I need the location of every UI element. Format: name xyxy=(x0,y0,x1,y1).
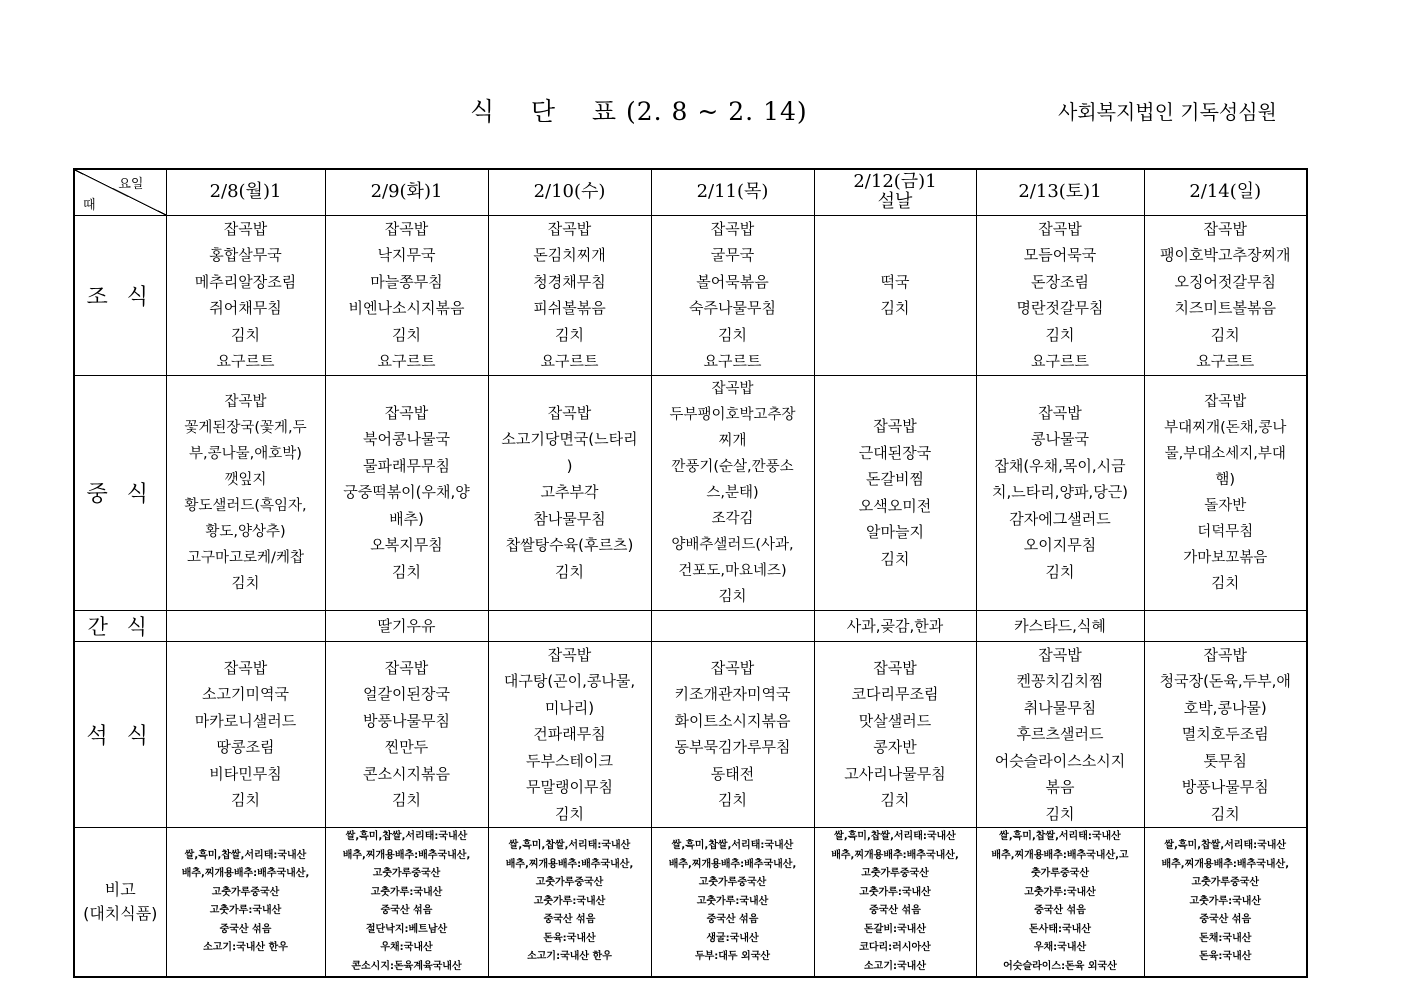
origin-note-line: 돈육:국내산 xyxy=(1199,951,1252,963)
menu-item: 햄) xyxy=(1215,471,1236,488)
menu-item: 요구르트 xyxy=(1031,352,1089,370)
menu-item: 부,콩나물,애호박) xyxy=(189,445,302,462)
breakfast-cell xyxy=(1144,215,1307,375)
menu-item: 잡곡밥 xyxy=(710,658,755,677)
snack-item: 카스타드,식혜 xyxy=(1014,617,1106,635)
menu-item: 비타민무침 xyxy=(209,764,282,783)
menu-item: 김치 xyxy=(1210,325,1240,344)
notes-label xyxy=(74,828,166,978)
menu-item: 오징어젓갈무침 xyxy=(1174,272,1276,291)
menu-item: 두부스테이크 xyxy=(526,751,613,770)
menu-item: 김치 xyxy=(392,562,421,581)
origin-note-line: 고춧가루:국내산 xyxy=(696,895,769,907)
origin-note-line: 콘소시지:돈육계육국내산 xyxy=(351,960,462,972)
menu-item: 참나물무침 xyxy=(533,509,606,528)
menu-item: 팽이호박고추장찌개 xyxy=(1160,246,1291,264)
menu-item: 김치 xyxy=(880,549,910,568)
menu-item: 더덕무침 xyxy=(1197,523,1254,540)
breakfast-cell xyxy=(814,215,976,375)
menu-item: 숙주나물무침 xyxy=(689,299,776,317)
origin-note-line: 배추,찌개용배추:배추국내산, xyxy=(668,858,797,870)
menu-item: 김치 xyxy=(555,562,584,581)
menu-item: 김치 xyxy=(1045,325,1075,344)
origin-note-line: 배추,찌개용배추:배추국내산, xyxy=(342,849,471,861)
origin-note-line: 어슷슬라이스:돈육 외국산 xyxy=(1003,960,1117,972)
menu-item: 두부팽이호박고추장 xyxy=(669,406,796,423)
lunch-label: 중 식 xyxy=(74,375,166,610)
breakfast-label: 조 식 xyxy=(74,215,166,375)
origin-note-line: 중국산 섞음 xyxy=(869,905,921,916)
origin-note-line: 쌀,흑미,찹쌀,서리태:국내산 xyxy=(184,849,307,861)
menu-item: 낙지무국 xyxy=(377,246,436,264)
snack-cell xyxy=(976,610,1144,641)
menu-item: 오색오미전 xyxy=(858,496,932,515)
origin-note-line: 배추,찌개용배추:배추국내산, xyxy=(181,868,310,879)
origin-note-line: 고춧가루:국내산 xyxy=(533,895,606,907)
lunch-cell xyxy=(1144,375,1307,610)
origin-note-line: 우채:국내산 xyxy=(380,942,433,953)
date-header-row xyxy=(74,169,1307,215)
menu-item: 톳무침 xyxy=(1203,751,1247,770)
snack-item: 딸기우유 xyxy=(377,617,436,635)
menu-item: 김치 xyxy=(1210,804,1240,823)
menu-item: 요구르트 xyxy=(1196,352,1255,370)
snack-item: 사과,곶감,한과 xyxy=(846,617,944,635)
menu-item: 근대된장국 xyxy=(858,443,932,462)
menu-item: 꽃게된장국(꽃게,두 xyxy=(184,419,307,436)
menu-item: 요구르트 xyxy=(216,352,275,370)
menu-item: 치,느타리,양파,당근) xyxy=(991,483,1129,502)
menu-item: ) xyxy=(566,456,573,475)
date-line: 설날 xyxy=(877,191,913,213)
notes-cell xyxy=(488,828,651,978)
origin-note-line: 춧가루중국산 xyxy=(1031,868,1089,879)
menu-item: 잡곡밥 xyxy=(384,403,429,422)
notes-cell xyxy=(166,828,325,978)
menu-item: 코다리무조림 xyxy=(851,685,939,704)
menu-item: 궁중떡볶이(우채,양 xyxy=(343,483,470,502)
menu-item: 김치 xyxy=(231,575,260,592)
menu-item: 김치 xyxy=(880,299,910,317)
menu-item: 콘소시지볶음 xyxy=(363,764,450,783)
page-title: 식 단 표 (2. 8 ~ 2. 14) xyxy=(470,97,808,126)
menu-item: 소고기당면국(느타리 xyxy=(501,430,638,449)
origin-note-line: 소고기:국내산 한우 xyxy=(203,942,288,953)
date-cell xyxy=(814,169,976,215)
menu-item: 비엔나소시지볶음 xyxy=(348,299,465,317)
menu-item: 잡곡밥 xyxy=(873,417,917,435)
header xyxy=(0,92,1403,126)
snack-cell xyxy=(488,610,651,641)
menu-item: 요구르트 xyxy=(703,352,762,370)
menu-item: 미나리) xyxy=(544,698,595,717)
snack-cell xyxy=(651,610,814,641)
date-cell xyxy=(166,169,325,215)
notes-cell xyxy=(976,828,1144,978)
menu-item: 잡곡밥 xyxy=(223,219,268,238)
origin-note-line: 생굴:국내산 xyxy=(706,932,759,944)
menu-item: 김치 xyxy=(231,791,260,810)
origin-note-line: 중국산 섞음 xyxy=(706,914,759,926)
menu-item: 마카로니샐러드 xyxy=(194,711,297,730)
origin-note-line: 고춧가루:국내산 xyxy=(859,886,931,898)
origin-note-line: 쌀,흑미,찹쌀,서리태:국내산 xyxy=(508,840,631,852)
menu-item: 호박,콩나물) xyxy=(1183,698,1267,717)
menu-item: 대구탕(곤이,콩나물, xyxy=(503,672,636,690)
menu-item: 잡곡밥 xyxy=(710,219,755,238)
menu-item: 취나물무침 xyxy=(1023,698,1097,717)
origin-note-line: 쌀,흑미,찹쌀,서리태:국내산 xyxy=(345,831,468,842)
menu-item: 잡곡밥 xyxy=(224,393,267,410)
origin-note-line: 중국산 섞음 xyxy=(543,914,596,926)
menu-item: 부대찌개(돈채,콩나 xyxy=(1164,419,1287,436)
lunch-cell xyxy=(651,375,814,610)
origin-note-line: 배추,찌개용배추:배추국내산, xyxy=(505,858,634,870)
menu-item: 맛살샐러드 xyxy=(858,711,932,730)
menu-item: 배추) xyxy=(389,509,424,528)
breakfast-cell xyxy=(976,215,1144,375)
menu-item: 잡곡밥 xyxy=(547,219,592,238)
origin-note-line: 고춧가루:국내산 xyxy=(209,905,282,916)
menu-item: 콩나물국 xyxy=(1031,430,1089,449)
notes-cell xyxy=(651,828,814,978)
origin-note-line: 소고기:국내산 xyxy=(864,960,926,972)
menu-item: 동태전 xyxy=(710,764,755,783)
menu-item: 동부묵김가루무침 xyxy=(674,738,791,757)
meal-plan-table xyxy=(73,168,1308,978)
origin-note-line: 고춧가루중국산 xyxy=(211,886,280,898)
menu-item: 황도샐러드(흑임자, xyxy=(184,497,307,514)
menu-item: 메추리알장조림 xyxy=(194,272,297,291)
menu-item: 황도,양상추) xyxy=(205,523,286,540)
dinner-cell xyxy=(814,641,976,828)
origin-note-line: 배추,찌개용배추:배추국내산, xyxy=(1161,858,1290,870)
menu-item: 잡곡밥 xyxy=(1038,645,1082,664)
menu-item: 돈장조림 xyxy=(1031,272,1089,291)
origin-note-line: 쌀,흑미,찹쌀,서리태:국내산 xyxy=(999,831,1121,842)
menu-item: 방풍나물무침 xyxy=(363,711,450,730)
menu-item: 소고기미역국 xyxy=(202,685,289,704)
date-line: 2/12(금)1 xyxy=(853,171,937,193)
origin-note-line: 배추,찌개용배추:배추국내산, xyxy=(831,849,959,861)
menu-item: 잡곡밥 xyxy=(547,645,592,664)
menu-item: 얼갈이된장국 xyxy=(363,685,450,704)
origin-note-line: 고춧가루중국산 xyxy=(372,868,441,879)
menu-item: 잡곡밥 xyxy=(1203,645,1247,664)
dinner-label: 석 식 xyxy=(74,641,166,828)
menu-item: 떡국 xyxy=(880,273,910,291)
dinner-cell xyxy=(976,641,1144,828)
menu-item: 볶음 xyxy=(1045,778,1075,796)
notes-label-line: (대치식품) xyxy=(83,904,158,923)
origin-note-line: 고춧가루:국내산 xyxy=(1189,895,1262,907)
menu-item: 북어콩나물국 xyxy=(363,430,450,449)
menu-item: 찐만두 xyxy=(384,738,429,757)
date-line: 2/14(일) xyxy=(1189,181,1262,203)
menu-item: 김치 xyxy=(1211,575,1240,592)
date-cell xyxy=(976,169,1144,215)
lunch-cell xyxy=(488,375,651,610)
date-cell xyxy=(1144,169,1307,215)
menu-item: 요구르트 xyxy=(540,352,599,370)
dinner-cell xyxy=(488,641,651,828)
menu-item: 가마보꼬볶음 xyxy=(1183,549,1268,566)
menu-item: 김치 xyxy=(555,325,584,344)
lunch-cell xyxy=(325,375,488,610)
dinner-row xyxy=(74,641,1307,828)
dinner-cell xyxy=(166,641,325,828)
origin-note-line: 두부:대두 외국산 xyxy=(694,951,771,963)
menu-item: 홍합살무국 xyxy=(209,246,282,264)
menu-item: 잡곡밥 xyxy=(1038,403,1082,422)
notes-label-line: 비고 xyxy=(104,880,136,899)
lunch-cell xyxy=(814,375,976,610)
origin-note-line: 쌀,흑미,찹쌀,서리태:국내산 xyxy=(1164,840,1287,852)
snack-cell xyxy=(325,610,488,641)
breakfast-cell xyxy=(488,215,651,375)
menu-item: 김치 xyxy=(718,588,747,605)
menu-item: 김치 xyxy=(718,325,747,344)
origin-note-line: 고춧가루중국산 xyxy=(1191,877,1260,889)
menu-item: 돈김치찌개 xyxy=(533,246,606,264)
menu-item: 고사리나물무침 xyxy=(844,764,946,783)
origin-note-line: 고춧가루:국내산 xyxy=(1024,886,1096,898)
origin-note-line: 소고기:국내산 한우 xyxy=(527,951,612,963)
origin-note-line: 중국산 섞음 xyxy=(380,905,433,916)
menu-item: 건포도,마요네즈) xyxy=(678,562,787,579)
menu-item: 깐풍기(순살,깐풍소 xyxy=(671,458,794,475)
menu-item: 감자에그샐러드 xyxy=(1009,509,1111,528)
menu-item: 모듬어묵국 xyxy=(1023,246,1097,264)
date-line: 2/10(수) xyxy=(533,181,606,203)
menu-item: 잡곡밥 xyxy=(384,219,429,238)
notes-cell xyxy=(325,828,488,978)
lunch-row xyxy=(74,375,1307,610)
date-cell xyxy=(325,169,488,215)
date-line: 2/8(월)1 xyxy=(209,181,282,203)
menu-item: 잡곡밥 xyxy=(1203,219,1247,238)
menu-item: 찹쌀탕수육(후르츠) xyxy=(505,536,634,555)
menu-item: 잡곡밥 xyxy=(223,658,268,677)
menu-item: 김치 xyxy=(1045,804,1075,823)
origin-note-line: 배추,찌개용배추:배추국내산,고 xyxy=(991,849,1129,861)
dinner-cell xyxy=(1144,641,1307,828)
snack-label: 간 식 xyxy=(74,610,166,641)
menu-item: 오복지무침 xyxy=(370,536,443,555)
menu-item: 조각김 xyxy=(711,510,754,527)
menu-item: 알마늘지 xyxy=(866,523,924,541)
lunch-cell xyxy=(976,375,1144,610)
notes-row xyxy=(74,828,1307,978)
menu-item: 멸치호두조림 xyxy=(1181,725,1269,743)
menu-item: 키조개관자미역국 xyxy=(674,685,791,704)
date-line: 2/13(토)1 xyxy=(1018,181,1102,203)
menu-item: 피쉬볼볶음 xyxy=(533,299,606,317)
origin-note-line: 돈육:국내산 xyxy=(543,932,596,944)
menu-item: 청국장(돈육,두부,애 xyxy=(1159,672,1291,690)
menu-item: 김치 xyxy=(392,325,421,344)
menu-item: 마늘쫑무침 xyxy=(370,272,443,291)
origin-note-line: 코다리:러시아산 xyxy=(859,942,931,953)
dinner-cell xyxy=(325,641,488,828)
menu-item: 오이지무침 xyxy=(1023,536,1097,555)
menu-item: 잡곡밥 xyxy=(547,403,592,422)
menu-item: 후르츠샐러드 xyxy=(1016,725,1104,743)
organization-name: 사회복지법인 기독성심원 xyxy=(1058,100,1277,124)
menu-item: 김치 xyxy=(392,791,421,810)
breakfast-cell xyxy=(651,215,814,375)
menu-item: 요구르트 xyxy=(377,352,436,370)
menu-item: 김치 xyxy=(555,804,584,823)
menu-item: 볼어묵볶음 xyxy=(696,272,769,291)
origin-note-line: 쌀,흑미,찹쌀,서리태:국내산 xyxy=(671,840,794,852)
menu-item: 잡곡밥 xyxy=(1204,393,1247,410)
menu-item: 찌개 xyxy=(718,432,747,449)
menu-item: 청경채무침 xyxy=(533,272,606,291)
menu-item: 잡곡밥 xyxy=(1038,219,1082,238)
menu-item: 김치 xyxy=(718,791,747,810)
menu-item: 명란젓갈무침 xyxy=(1016,299,1104,317)
origin-note-line: 중국산 섞음 xyxy=(219,923,272,935)
menu-item: 잡채(우채,목이,시금 xyxy=(994,456,1126,475)
date-line: 2/11(목) xyxy=(696,181,769,203)
notes-cell xyxy=(1144,828,1307,978)
snack-cell xyxy=(1144,610,1307,641)
origin-note-line: 돈갈비:국내산 xyxy=(864,923,926,935)
snack-cell xyxy=(166,610,325,641)
breakfast-cell xyxy=(166,215,325,375)
menu-item: 땅콩조림 xyxy=(216,738,275,757)
menu-item: 건파래무침 xyxy=(533,725,606,743)
menu-item: 무말랭이무침 xyxy=(526,778,613,796)
breakfast-row xyxy=(74,215,1307,375)
origin-note-line: 중국산 섞음 xyxy=(1034,905,1086,916)
origin-note-line: 절단낙지:베트남산 xyxy=(365,923,448,935)
menu-item: 켄꽁치김치찜 xyxy=(1016,672,1104,690)
menu-item: 돈갈비찜 xyxy=(866,470,924,488)
origin-note-line: 고춧가루중국산 xyxy=(698,877,767,889)
menu-item: 물,부대소세지,부대 xyxy=(1164,445,1286,462)
origin-note-line: 고춧가루:국내산 xyxy=(370,886,443,898)
origin-note-line: 돈사태:국내산 xyxy=(1029,923,1091,935)
corner-day-label: 요일 xyxy=(118,177,144,192)
menu-item: 김치 xyxy=(880,791,910,810)
notes-cell xyxy=(814,828,976,978)
breakfast-cell xyxy=(325,215,488,375)
menu-item: 고구마고로케/케찹 xyxy=(187,549,304,566)
corner-cell xyxy=(74,169,166,215)
menu-item: 굴무국 xyxy=(710,246,755,264)
origin-note-line: 고춧가루중국산 xyxy=(535,877,604,889)
dinner-cell xyxy=(651,641,814,828)
menu-item: 돌자반 xyxy=(1204,497,1247,514)
menu-item: 물파래무무침 xyxy=(363,456,450,475)
corner-meal-label: 때 xyxy=(83,197,96,213)
menu-item: 양배추샐러드(사과, xyxy=(671,536,794,553)
menu-item: 잡곡밥 xyxy=(384,658,429,677)
menu-item: 어슷슬라이스소시지 xyxy=(994,751,1126,770)
date-line: 2/9(화)1 xyxy=(370,181,443,203)
origin-note-line: 돈채:국내산 xyxy=(1199,932,1252,944)
origin-note-line: 쌀,흑미,찹쌀,서리태:국내산 xyxy=(834,831,956,842)
menu-item: 김치 xyxy=(1045,562,1075,581)
snack-row xyxy=(74,610,1307,641)
menu-item: 잡곡밥 xyxy=(711,380,754,397)
menu-item: 고추부각 xyxy=(540,483,599,502)
menu-item: 깻잎지 xyxy=(224,471,267,488)
menu-item: 치즈미트볼볶음 xyxy=(1174,299,1276,317)
lunch-cell xyxy=(166,375,325,610)
origin-note-line: 고춧가루중국산 xyxy=(861,868,929,879)
date-cell xyxy=(488,169,651,215)
menu-item: 스,분태) xyxy=(706,484,759,501)
menu-item: 김치 xyxy=(231,325,260,344)
menu-item: 화이트소시지볶음 xyxy=(674,711,791,730)
menu-item: 방풍나물무침 xyxy=(1181,778,1269,796)
menu-item: 쥐어채무침 xyxy=(209,299,282,317)
snack-cell xyxy=(814,610,976,641)
origin-note-line: 중국산 섞음 xyxy=(1199,914,1252,926)
menu-item: 잡곡밥 xyxy=(873,658,917,677)
origin-note-line: 우채:국내산 xyxy=(1033,942,1087,953)
date-cell xyxy=(651,169,814,215)
menu-item: 콩자반 xyxy=(873,738,917,757)
